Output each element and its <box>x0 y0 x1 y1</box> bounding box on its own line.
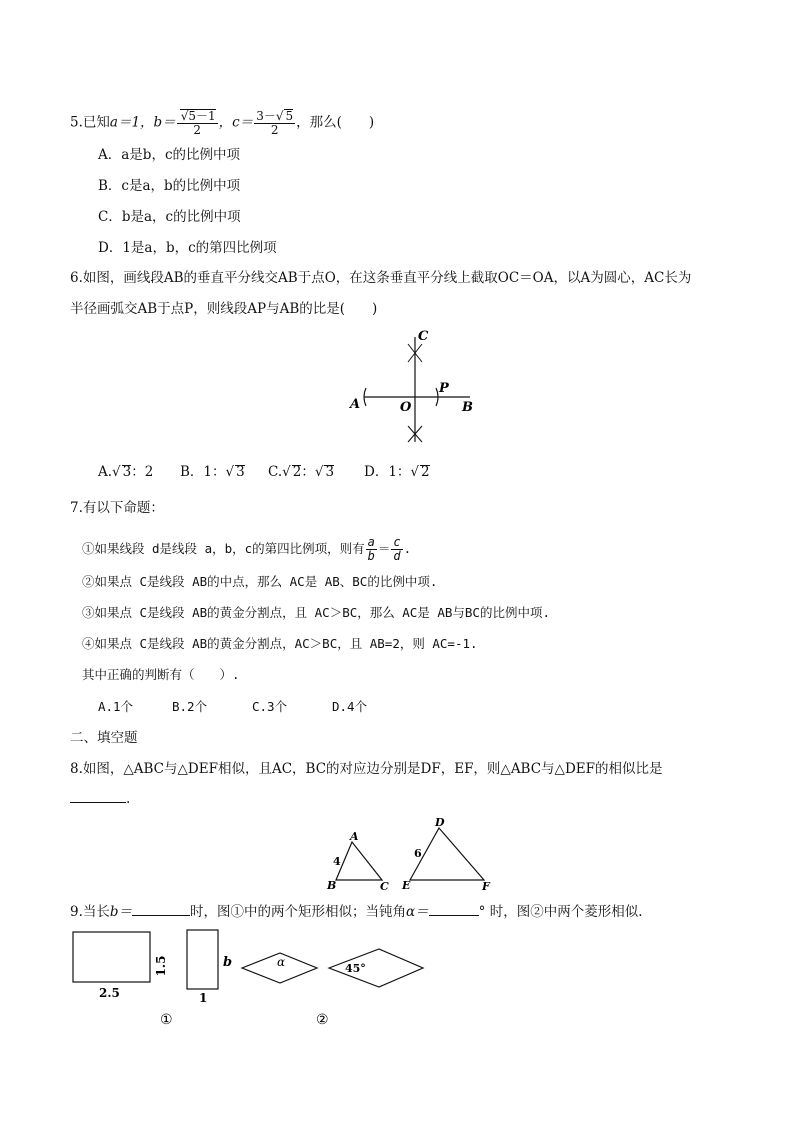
rectangle-2 <box>187 930 218 989</box>
rhombus2-angle-label: 45° <box>345 962 366 975</box>
q5-b: b＝ <box>153 114 176 131</box>
rhombus1-angle-label: α <box>277 955 286 969</box>
q9-stem: 9.当长b＝ 时，图①中的两个矩形相似；当钝角α＝ ° 时，图②中两个菱形相似. <box>70 904 643 920</box>
label-tri-a: A <box>350 830 359 843</box>
q8-answer-blank[interactable] <box>70 790 126 803</box>
q7-item1: ①如果线段 d是线段 a，b，c的第四比例项，则有 $\frac{a}{b}$ ＝ $\frac{c}{d}$ . <box>82 535 412 563</box>
rect2-height-label: b <box>223 955 233 970</box>
q5-option-a: A．a是b，c的比例中项 <box>98 147 241 163</box>
label-p: P <box>439 381 449 396</box>
q6-option-b: B．1：√ 3 <box>180 464 245 480</box>
label-side-4: 4 <box>333 855 341 868</box>
q9-b-blank[interactable] <box>132 903 190 916</box>
figure-caption-1: ① <box>160 1012 173 1028</box>
label-tri-c: C <box>380 880 389 893</box>
q6-figure <box>340 322 490 447</box>
label-tri-f: F <box>482 880 490 893</box>
label-c: C <box>418 329 429 344</box>
figure-caption-2: ② <box>316 1012 329 1028</box>
rectangle-1 <box>73 932 150 982</box>
label-tri-d: D <box>435 816 445 829</box>
label-a: A <box>350 397 361 412</box>
label-b: B <box>462 400 473 415</box>
q5-b-fraction: $\frac{√5-1}{2}$ <box>177 109 218 137</box>
q5-a: a＝1， <box>109 114 154 131</box>
q6-option-a: A.√ 3：2 <box>98 464 154 480</box>
triangle-abc <box>336 842 382 880</box>
rect2-width-label: 1 <box>199 991 208 1005</box>
q7-option-a: A.1个 <box>98 699 134 714</box>
q5-stem: 5.已知a＝1，b＝ $\frac{√5-1}{2}$ ，c＝ $\frac{3-√ 5}{2}$ ，那么( ) <box>70 109 375 137</box>
rhombus-2 <box>329 949 423 987</box>
q7-option-d: D.4个 <box>332 699 368 714</box>
q5-c-fraction: $\frac{3-√ 5}{2}$ <box>256 109 294 137</box>
q6-line2: 半径画弧交AB于点P，则线段AP与AB的比是( ) <box>70 301 378 317</box>
q8-line2: . <box>70 790 130 808</box>
q5-option-b: B．c是a，b的比例中项 <box>98 178 241 194</box>
q5-option-c: C．b是a，c的比例中项 <box>98 209 241 225</box>
q6-line1: 6.如图，画线段AB的垂直平分线交AB于点O，在这条垂直平分线上截取OC＝OA，以A为圆心，AC长为 <box>70 270 692 286</box>
label-side-6: 6 <box>414 847 422 860</box>
q7-title: 7.有以下命题： <box>70 500 164 516</box>
q5-option-d: D．1是a，b，c的第四比例项 <box>98 240 277 256</box>
q6-option-d: D．1：√ 2 <box>364 464 430 480</box>
q8-line1: 8.如图，△ABC与△DEF相似，且AC，BC的对应边分别是DF，EF，则△ABC与△DEF的相似比是 <box>70 761 663 777</box>
q7-option-b: B.2个 <box>172 699 208 714</box>
rect1-width-label: 2.5 <box>99 986 120 1000</box>
section-fill-in-title: 二、填空题 <box>70 730 138 746</box>
q8-figure <box>322 813 502 893</box>
q7-option-c: C.3个 <box>252 699 288 714</box>
q6-option-c: C.√ 2：√ 3 <box>268 464 335 480</box>
label-tri-e: E <box>402 879 411 892</box>
q9-alpha-blank[interactable] <box>429 903 479 916</box>
q7-item4: ④如果点 C是线段 AB的黄金分割点，AC＞BC，且 AB=2，则 AC=-1. <box>82 636 478 651</box>
label-o: O <box>400 400 412 415</box>
q7-item2: ②如果点 C是线段 AB的中点，那么 AC是 AB、BC的比例中项. <box>82 574 438 589</box>
q5-b-numerator: √5－1 <box>180 109 216 123</box>
q9-figure <box>66 926 436 1031</box>
label-tri-b: B <box>327 879 337 892</box>
rect1-height-label: 1.5 <box>154 955 168 977</box>
q7-question: 其中正确的判断有（ ）. <box>82 667 240 682</box>
q7-item3: ③如果点 C是线段 AB的黄金分割点，且 AC＞BC，那么 AC是 AB与BC的比例中项. <box>82 605 550 620</box>
